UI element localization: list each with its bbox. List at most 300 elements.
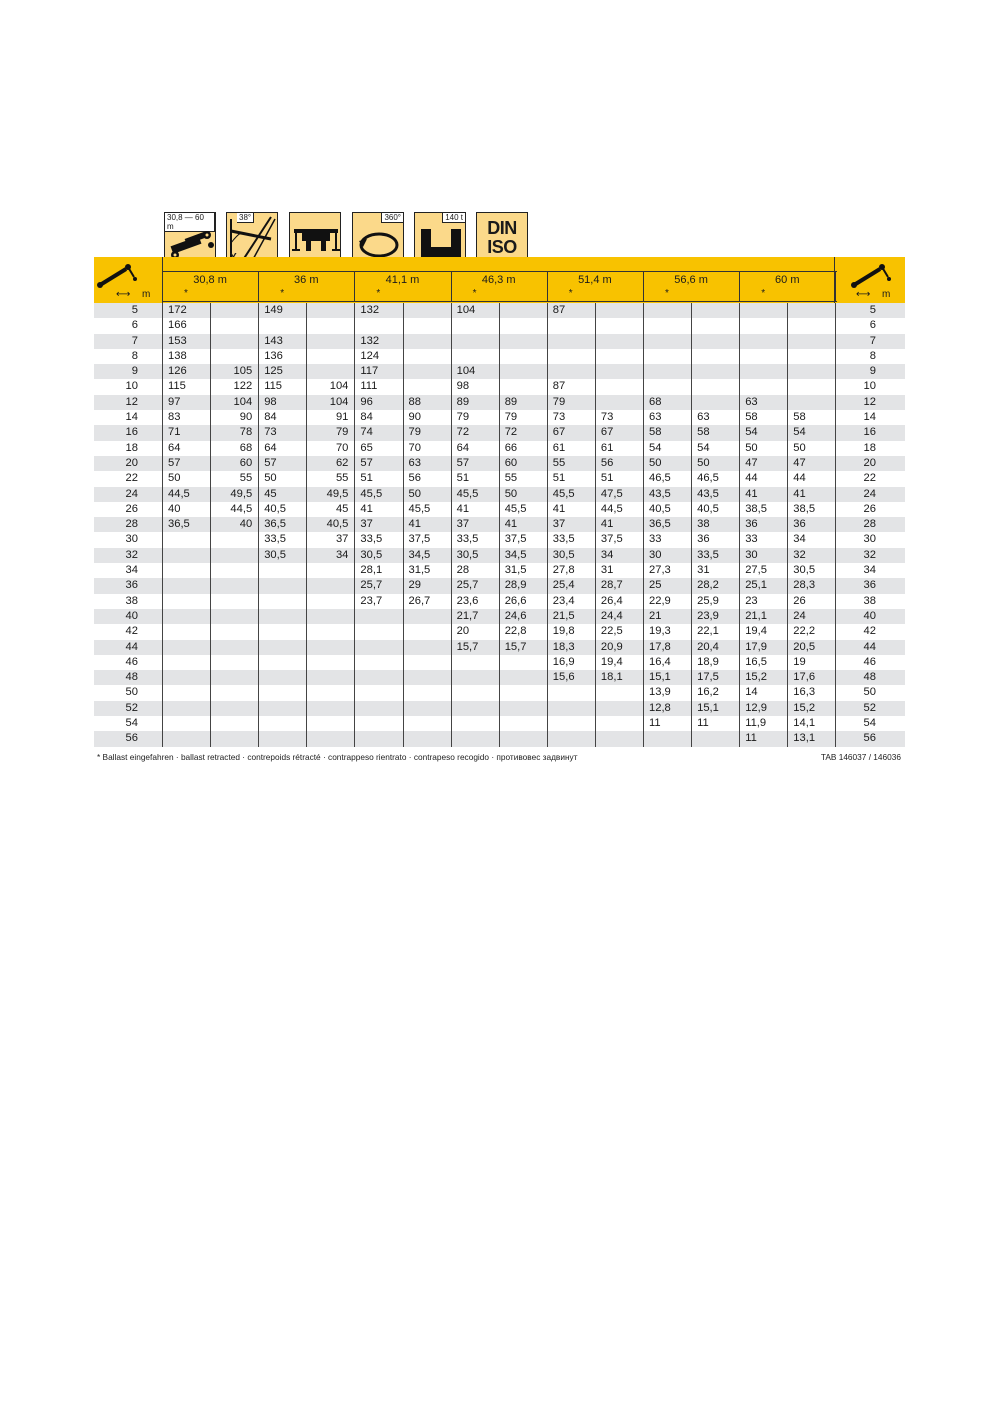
load-value: 79: [552, 395, 566, 408]
load-value: 87: [552, 304, 566, 316]
radius-left: 10: [125, 380, 138, 393]
load-value: 73: [264, 426, 277, 439]
load-value: 16,4: [649, 655, 671, 668]
load-value: 41: [793, 487, 806, 500]
load-value: 115: [264, 380, 283, 393]
load-value: 64: [264, 441, 277, 454]
radius-arrow-left: ⟷: [116, 289, 131, 300]
load-value: 37,5: [408, 533, 431, 546]
load-value: 34,5: [504, 548, 527, 561]
load-value: 31: [697, 564, 710, 577]
load-value: 50: [745, 441, 758, 454]
load-value: 63: [408, 456, 421, 469]
load-value: 55: [552, 456, 566, 469]
load-value: 41: [745, 487, 758, 500]
ballast-marker: *: [761, 288, 766, 299]
load-value: 21,1: [745, 609, 767, 622]
boom-length-header: 51,4 m: [578, 274, 612, 286]
load-value: 43,5: [649, 487, 671, 500]
load-value: 33,5: [264, 533, 286, 546]
load-value: 47: [793, 456, 806, 469]
radius-right: 48: [863, 671, 876, 684]
radius-left: 9: [131, 365, 138, 378]
load-value: 40: [239, 518, 253, 531]
load-value: 45,5: [504, 502, 527, 515]
load-value: 51: [600, 472, 614, 485]
boom-length-label: 30,8 — 60 m: [165, 213, 215, 232]
load-value: 33,5: [360, 533, 383, 546]
load-value: 63: [649, 411, 662, 424]
load-value: 124: [360, 349, 380, 362]
load-value: 33: [649, 533, 662, 546]
load-value: 20,4: [697, 640, 719, 653]
load-value: 90: [408, 411, 421, 424]
load-value: 14,1: [793, 717, 816, 730]
load-value: 37: [456, 518, 470, 531]
load-value: 22,9: [649, 594, 671, 607]
load-value: 15,6: [552, 671, 575, 684]
load-value: 70: [408, 441, 421, 454]
radius-right: 32: [863, 548, 876, 561]
load-value: 125: [264, 365, 283, 378]
load-value: 63: [697, 411, 710, 424]
load-value: 31,5: [408, 564, 431, 577]
load-value: 19,4: [600, 655, 623, 668]
radius-right: 12: [863, 395, 876, 408]
load-value: 136: [264, 349, 283, 362]
load-value: 64: [168, 441, 181, 454]
radius-unit-left: m: [142, 289, 151, 300]
load-value: 57: [168, 456, 181, 469]
load-value: 30,5: [360, 548, 383, 561]
load-value: 91: [335, 411, 349, 424]
load-value: 122: [233, 380, 253, 393]
load-value: 44: [793, 472, 806, 485]
radius-right: 54: [863, 717, 876, 730]
load-value: 47,5: [600, 487, 623, 500]
load-value: 38: [697, 518, 710, 531]
load-value: 17,8: [649, 640, 671, 653]
radius-right: 40: [863, 609, 876, 622]
radius-left: 12: [125, 395, 138, 408]
boom-radius-icon-left: [96, 261, 140, 289]
load-value: 50: [793, 441, 806, 454]
radius-left: 34: [125, 564, 138, 577]
load-value: 50: [408, 487, 421, 500]
load-value: 62: [335, 456, 349, 469]
load-value: 46,5: [649, 472, 671, 485]
load-value: 126: [168, 365, 187, 378]
load-value: 23,9: [697, 609, 719, 622]
ballast-marker: *: [376, 288, 381, 299]
column-divider: [739, 303, 740, 747]
radius-left: 40: [125, 609, 138, 622]
radius-right: 8: [869, 349, 876, 362]
load-value: 15,7: [504, 640, 527, 653]
radius-right: 10: [863, 380, 876, 393]
load-value: 11: [745, 732, 757, 745]
load-value: 24: [793, 609, 806, 622]
load-value: 67: [552, 426, 566, 439]
load-value: 28,7: [600, 579, 623, 592]
load-value: 105: [233, 365, 253, 378]
load-value: 33,5: [697, 548, 719, 561]
slew-label: 360°: [381, 213, 403, 223]
load-value: 26,4: [600, 594, 623, 607]
radius-left: 36: [125, 579, 138, 592]
standard-din: DIN: [487, 218, 517, 238]
load-value: 40,5: [264, 502, 286, 515]
load-value: 57: [456, 456, 470, 469]
load-value: 84: [360, 411, 373, 424]
load-value: 36,5: [649, 518, 671, 531]
radius-right: 26: [863, 502, 876, 515]
load-value: 36,5: [168, 518, 190, 531]
load-value: 23,7: [360, 594, 383, 607]
load-value: 72: [456, 426, 470, 439]
load-value: 31: [600, 564, 614, 577]
radius-right: 18: [863, 441, 876, 454]
load-value: 19,3: [649, 625, 671, 638]
load-value: 24,4: [600, 609, 623, 622]
load-value: 31,5: [504, 564, 527, 577]
radius-right: 38: [863, 594, 876, 607]
boom-length-header: 56,6 m: [674, 274, 708, 286]
load-value: 15,2: [745, 671, 767, 684]
load-value: 34,5: [408, 548, 431, 561]
column-divider: [354, 303, 355, 747]
load-value: 19,8: [552, 625, 575, 638]
column-divider: [835, 303, 836, 747]
load-value: 41: [504, 518, 518, 531]
load-value: 34: [793, 533, 806, 546]
column-divider: [595, 303, 596, 747]
column-divider: [787, 303, 788, 747]
load-value: 50: [697, 456, 710, 469]
load-value: 50: [504, 487, 518, 500]
load-value: 15,1: [649, 671, 671, 684]
load-value: 17,5: [697, 671, 719, 684]
load-value: 37: [335, 533, 349, 546]
load-value: 79: [408, 426, 421, 439]
load-value: 30: [745, 548, 758, 561]
load-value: 13,1: [793, 732, 816, 745]
load-value: 28,1: [360, 564, 383, 577]
load-value: 34: [600, 548, 614, 561]
load-value: 16,5: [745, 655, 767, 668]
load-value: 23,6: [456, 594, 479, 607]
boom-length-header: 41,1 m: [385, 274, 420, 286]
load-value: 25,1: [745, 579, 767, 592]
column-divider: [547, 303, 548, 747]
load-value: 26,6: [504, 594, 527, 607]
load-value: 64: [456, 441, 470, 454]
radius-left: 5: [131, 304, 138, 316]
load-value: 33,5: [456, 533, 479, 546]
load-value: 14: [745, 686, 758, 699]
load-value: 55: [335, 472, 349, 485]
load-value: 68: [649, 395, 662, 408]
load-value: 49,5: [230, 487, 253, 500]
radius-right: 50: [863, 686, 876, 699]
load-value: 54: [793, 426, 806, 439]
radius-right: 6: [869, 319, 876, 332]
load-value: 58: [697, 426, 710, 439]
load-value: 25,7: [456, 579, 479, 592]
ballast-note: * Ballast eingefahren · ballast retracted · contrepoids rétracté · contrappeso rientrato · contrapeso recogido · противовес задвинут: [97, 752, 578, 762]
radius-right: 7: [869, 334, 876, 347]
load-value: 57: [360, 456, 373, 469]
load-value: 41: [600, 518, 614, 531]
load-value: 16,9: [552, 655, 575, 668]
radius-right: 20: [863, 456, 876, 469]
radius-left: 46: [125, 655, 138, 668]
load-value: 74: [360, 426, 373, 439]
radius-left: 56: [125, 732, 138, 745]
boom-length-header: 60 m: [775, 274, 800, 286]
load-value: 36: [793, 518, 806, 531]
load-value: 49,5: [326, 487, 349, 500]
load-value: 166: [168, 319, 187, 332]
radius-left: 18: [125, 441, 138, 454]
load-value: 36: [697, 533, 710, 546]
load-value: 36: [745, 518, 758, 531]
load-value: 97: [168, 395, 181, 408]
load-value: 30,5: [793, 564, 816, 577]
radius-left: 26: [125, 502, 138, 515]
load-value: 38,5: [793, 502, 816, 515]
load-value: 50: [264, 472, 277, 485]
radius-left: 32: [125, 548, 138, 561]
radius-right: 44: [863, 640, 876, 653]
load-value: 56: [600, 456, 614, 469]
radius-right: 42: [863, 625, 876, 638]
load-value: 117: [360, 365, 379, 378]
radius-left: 28: [125, 518, 138, 531]
load-value: 18,9: [697, 655, 719, 668]
column-divider: [403, 303, 404, 747]
load-value: 89: [504, 395, 518, 408]
load-value: 104: [456, 365, 476, 378]
load-value: 15,2: [793, 701, 816, 714]
ballast-marker: *: [184, 288, 188, 299]
load-value: 22,8: [504, 625, 527, 638]
load-value: 73: [600, 411, 614, 424]
load-value: 11: [649, 717, 661, 730]
load-value: 44,5: [230, 502, 253, 515]
load-value: 41: [552, 502, 566, 515]
header-rule: [162, 271, 837, 272]
load-value: 33: [745, 533, 758, 546]
ballast-marker: *: [472, 288, 477, 299]
load-value: 37: [552, 518, 566, 531]
load-value: 71: [168, 426, 181, 439]
load-value: 25: [649, 579, 662, 592]
load-value: 60: [239, 456, 253, 469]
load-value: 63: [745, 395, 758, 408]
radius-left: 38: [125, 594, 138, 607]
load-value: 40,5: [649, 502, 671, 515]
load-value: 43,5: [697, 487, 719, 500]
load-value: 111: [360, 380, 378, 393]
radius-right: 28: [863, 518, 876, 531]
column-divider: [258, 303, 259, 747]
table-header: [94, 257, 905, 303]
load-value: 73: [552, 411, 566, 424]
load-value: 18,1: [600, 671, 623, 684]
load-value: 58: [649, 426, 662, 439]
boom-length-header: 36 m: [294, 274, 319, 286]
load-chart-table: [94, 257, 905, 747]
load-value: 21,5: [552, 609, 575, 622]
radius-left: 42: [125, 625, 138, 638]
load-value: 45: [264, 487, 277, 500]
load-value: 45,5: [552, 487, 575, 500]
radius-right: 24: [863, 487, 876, 500]
load-value: 45,5: [456, 487, 479, 500]
load-value: 79: [335, 426, 349, 439]
load-value: 51: [360, 472, 373, 485]
table-body: [94, 303, 905, 747]
load-value: 19: [793, 655, 806, 668]
column-divider: [306, 303, 307, 747]
load-value: 104: [456, 304, 476, 316]
radius-left: 14: [125, 411, 138, 424]
load-value: 149: [264, 304, 283, 316]
load-value: 58: [793, 411, 806, 424]
load-value: 132: [360, 304, 380, 316]
column-divider: [210, 303, 211, 747]
radius-left: 16: [125, 426, 138, 439]
radius-left: 52: [125, 701, 138, 714]
load-value: 20,9: [600, 640, 623, 653]
load-value: 23,4: [552, 594, 575, 607]
radius-left: 50: [125, 686, 138, 699]
boom-length-header: 46,3 m: [481, 274, 516, 286]
radius-right: 34: [863, 564, 876, 577]
tab-reference: TAB 146037 / 146036: [820, 752, 901, 762]
radius-left: 54: [125, 717, 138, 730]
load-value: 27,8: [552, 564, 575, 577]
load-value: 41: [456, 502, 470, 515]
radius-right: 16: [863, 426, 876, 439]
load-value: 40: [168, 502, 181, 515]
load-value: 40,5: [697, 502, 719, 515]
load-value: 45: [335, 502, 349, 515]
load-value: 44: [745, 472, 758, 485]
load-value: 67: [600, 426, 614, 439]
load-value: 41: [408, 518, 421, 531]
load-value: 58: [745, 411, 758, 424]
load-value: 20: [456, 625, 470, 638]
load-value: 24,6: [504, 609, 527, 622]
load-value: 26: [793, 594, 806, 607]
radius-left: 24: [125, 487, 138, 500]
counterweight-label: 140 t: [442, 213, 465, 223]
load-value: 37: [360, 518, 373, 531]
load-value: 104: [233, 395, 253, 408]
load-value: 60: [504, 456, 518, 469]
load-value: 11,9: [745, 717, 767, 730]
load-value: 78: [239, 426, 253, 439]
column-divider: [643, 303, 644, 747]
radius-left: 20: [125, 456, 138, 469]
load-value: 41: [360, 502, 373, 515]
load-value: 25,9: [697, 594, 719, 607]
load-value: 87: [552, 380, 566, 393]
load-value: 54: [697, 441, 710, 454]
load-value: 21: [649, 609, 662, 622]
radius-right: 22: [863, 472, 876, 485]
load-value: 25,7: [360, 579, 383, 592]
load-value: 38,5: [745, 502, 767, 515]
load-value: 51: [456, 472, 470, 485]
angle-label: 38°: [237, 213, 254, 223]
load-value: 61: [600, 441, 614, 454]
load-value: 50: [168, 472, 181, 485]
header-underline: [162, 301, 837, 302]
load-value: 20,5: [793, 640, 816, 653]
load-value: 79: [504, 411, 518, 424]
load-value: 66: [504, 441, 518, 454]
load-value: 44,5: [600, 502, 623, 515]
load-value: 21,7: [456, 609, 479, 622]
load-value: 30,5: [552, 548, 575, 561]
radius-left: 8: [131, 349, 138, 362]
radius-unit-right: m: [882, 289, 891, 300]
load-value: 98: [456, 380, 470, 393]
radius-right: 14: [863, 411, 876, 424]
load-value: 55: [239, 472, 253, 485]
load-value: 143: [264, 334, 283, 347]
load-value: 70: [335, 441, 349, 454]
radius-right: 36: [863, 579, 876, 592]
load-value: 45,5: [360, 487, 383, 500]
load-value: 13,9: [649, 686, 671, 699]
load-value: 22,2: [793, 625, 816, 638]
load-value: 79: [456, 411, 470, 424]
column-divider: [499, 303, 500, 747]
load-value: 37,5: [504, 533, 527, 546]
radius-left: 30: [125, 533, 138, 546]
load-value: 30,5: [264, 548, 286, 561]
load-value: 33,5: [552, 533, 575, 546]
load-value: 16,3: [793, 686, 816, 699]
radius-right: 30: [863, 533, 876, 546]
radius-left: 48: [125, 671, 138, 684]
load-value: 12,8: [649, 701, 671, 714]
load-value: 26,7: [408, 594, 431, 607]
load-value: 19,4: [745, 625, 767, 638]
load-value: 29: [408, 579, 421, 592]
column-divider: [691, 303, 692, 747]
column-divider: [162, 303, 163, 747]
load-value: 138: [168, 349, 187, 362]
load-value: 54: [745, 426, 758, 439]
load-value: 54: [649, 441, 662, 454]
load-value: 28,2: [697, 579, 719, 592]
load-value: 104: [329, 395, 349, 408]
load-value: 61: [552, 441, 566, 454]
load-value: 27,3: [649, 564, 671, 577]
load-value: 55: [504, 472, 518, 485]
load-value: 15,7: [456, 640, 479, 653]
load-value: 22,1: [697, 625, 719, 638]
load-value: 12,9: [745, 701, 767, 714]
load-value: 25,4: [552, 579, 575, 592]
radius-right: 9: [869, 365, 876, 378]
load-value: 11: [697, 717, 709, 730]
